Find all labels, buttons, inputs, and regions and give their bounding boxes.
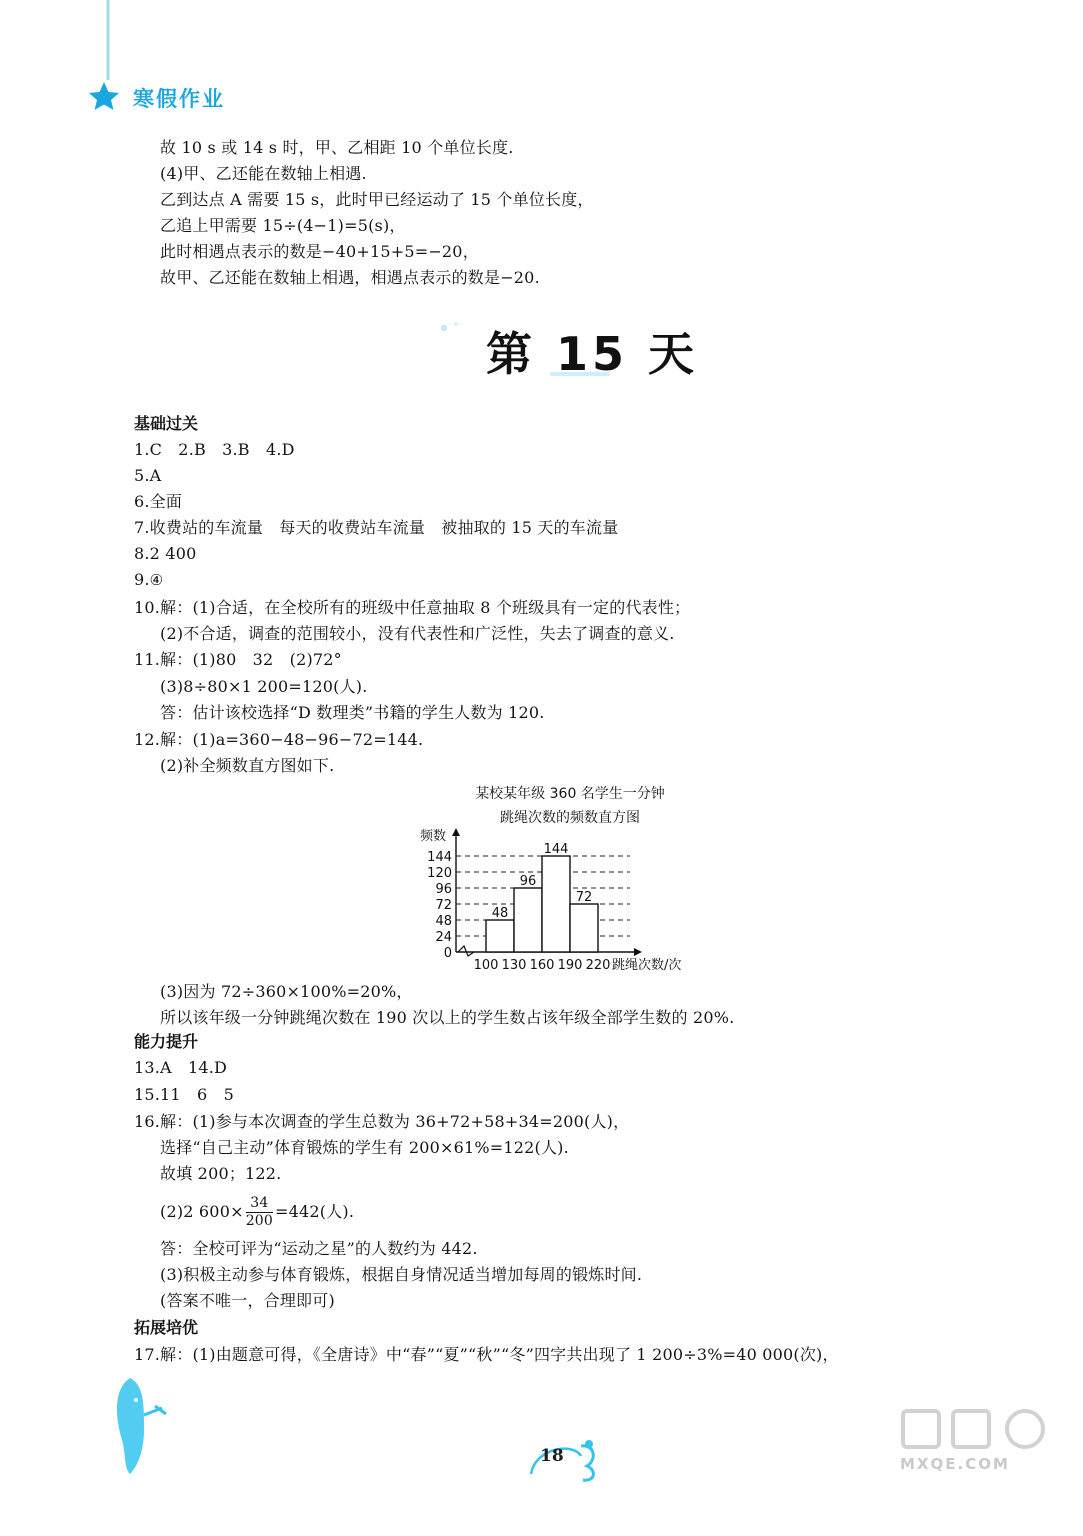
intro-line: 故甲、乙还能在数轴上相遇，相遇点表示的数是−20. (160, 268, 540, 287)
answer-line: (答案不唯一，合理即可) (160, 1291, 335, 1310)
answer-line: 9.④ (134, 570, 164, 589)
section-heading-extension: 拓展培优 (134, 1318, 199, 1337)
header-title: 寒假作业 (133, 87, 225, 111)
y-tick-label: 24 (435, 930, 452, 945)
answer-line-fraction: (2)2 600× $\frac{34}{200}$ =442(人). (160, 1195, 355, 1229)
axis-break (458, 946, 474, 956)
y-tick-label: 144 (427, 850, 452, 865)
star-icon (89, 82, 119, 110)
y-tick-label: 0 (443, 946, 452, 961)
y-axis-label: 频数 (420, 829, 447, 844)
histogram-bar (570, 904, 598, 952)
y-tick-label: 48 (435, 914, 452, 929)
watermark-logo (895, 1405, 1075, 1455)
histogram-chart (410, 828, 730, 976)
x-tick-label: 100 (473, 958, 499, 973)
bar-value-label: 72 (575, 890, 593, 905)
answer-line: 10.解：(1)合适，在全校所有的班级中任意抽取 8 个班级具有一定的代表性； (134, 598, 691, 617)
answer-line: (3)因为 72÷360×100%=20%， (160, 982, 413, 1001)
x-axis-label: 跳绳次数/次 (612, 958, 682, 973)
page-number: 18 (540, 1446, 564, 1466)
section-heading-basic: 基础过关 (134, 414, 199, 433)
intro-line: 此时相遇点表示的数是−40+15+5=−20， (160, 242, 479, 261)
y-tick-label: 72 (435, 898, 452, 913)
answer-line: 11.解：(1)80 32 (2)72° (134, 650, 342, 669)
answer-line: 17.解：(1)由题意可得，《全唐诗》中“春”“夏”“秋”“冬”四字共出现了 1 200÷3%=40 000(次)， (134, 1345, 839, 1364)
answer-line: (2)补全频数直方图如下. (160, 756, 335, 775)
mascot-decoration (100, 1370, 180, 1480)
watermark-text: MXQE.COM (900, 1455, 1010, 1473)
y-tick-label: 120 (427, 866, 452, 881)
answer-line: 13.A 14.D (134, 1058, 228, 1077)
answer-line: 15.11 6 5 (134, 1085, 234, 1104)
answer-line: (3)积极主动参与体育锻炼，根据自身情况适当增加每周的锻炼时间. (160, 1265, 643, 1284)
section-heading-ability: 能力提升 (134, 1032, 199, 1051)
answer-line: 5.A (134, 466, 162, 485)
histogram-bar (542, 856, 570, 952)
x-tick-label: 220 (585, 958, 611, 973)
chart-title: 某校某年级 360 名学生一分钟 (475, 786, 665, 802)
answer-line: 12.解：(1)a=360−48−96−72=144. (134, 730, 424, 749)
intro-line: 故 10 s 或 14 s 时，甲、乙相距 10 个单位长度. (160, 138, 514, 157)
bar-value-label: 48 (491, 906, 509, 921)
y-tick-label: 96 (435, 882, 452, 897)
x-tick-label: 160 (529, 958, 555, 973)
x-axis-arrow (634, 948, 642, 956)
page-number-badge (525, 1436, 615, 1486)
bar-value-label: 144 (543, 842, 569, 857)
x-tick-label: 130 (501, 958, 527, 973)
answer-line: 6.全面 (134, 492, 183, 511)
histogram-bar (486, 920, 514, 952)
answer-line: 8.2 400 (134, 544, 197, 563)
intro-line: (4)甲、乙还能在数轴上相遇. (160, 164, 367, 183)
day-title: 第 15 天 (486, 327, 699, 381)
answer-line: 选择“自己主动”体育锻炼的学生有 200×61%=122(人). (160, 1138, 569, 1157)
intro-line: 乙到达点 A 需要 15 s，此时甲已经运动了 15 个单位长度， (160, 190, 594, 209)
answer-line: 答：估计该校选择“D 数理类”书籍的学生人数为 120. (160, 703, 545, 722)
answer-line: 故填 200；122. (160, 1164, 282, 1183)
histogram-bar (514, 888, 542, 952)
chart-subtitle: 跳绳次数的频数直方图 (500, 810, 640, 826)
bar-value-label: 96 (519, 874, 537, 889)
x-tick-label: 190 (557, 958, 583, 973)
answer-line: 7.收费站的车流量 每天的收费站车流量 被抽取的 15 天的车流量 (134, 518, 619, 537)
answer-line: 答：全校可评为“运动之星”的人数约为 442. (160, 1239, 478, 1258)
answer-line: 16.解：(1)参与本次调查的学生总数为 36+72+58+34=200(人)， (134, 1112, 630, 1131)
answer-line: 1.C 2.B 3.B 4.D (134, 440, 295, 459)
y-axis-arrow (452, 828, 460, 836)
circled-four-symbol: ④ (149, 571, 164, 589)
answer-line: (2)不合适，调查的范围较小，没有代表性和广泛性，失去了调查的意义. (160, 624, 675, 643)
answer-line: 所以该年级一分钟跳绳次数在 190 次以上的学生数占该年级全部学生数的 20%. (160, 1008, 735, 1027)
fraction: $\frac{34}{200}$ (245, 1195, 274, 1229)
intro-line: 乙追上甲需要 15÷(4−1)=5(s)， (160, 216, 406, 235)
answer-line: (3)8÷80×1 200=120(人). (160, 677, 368, 696)
